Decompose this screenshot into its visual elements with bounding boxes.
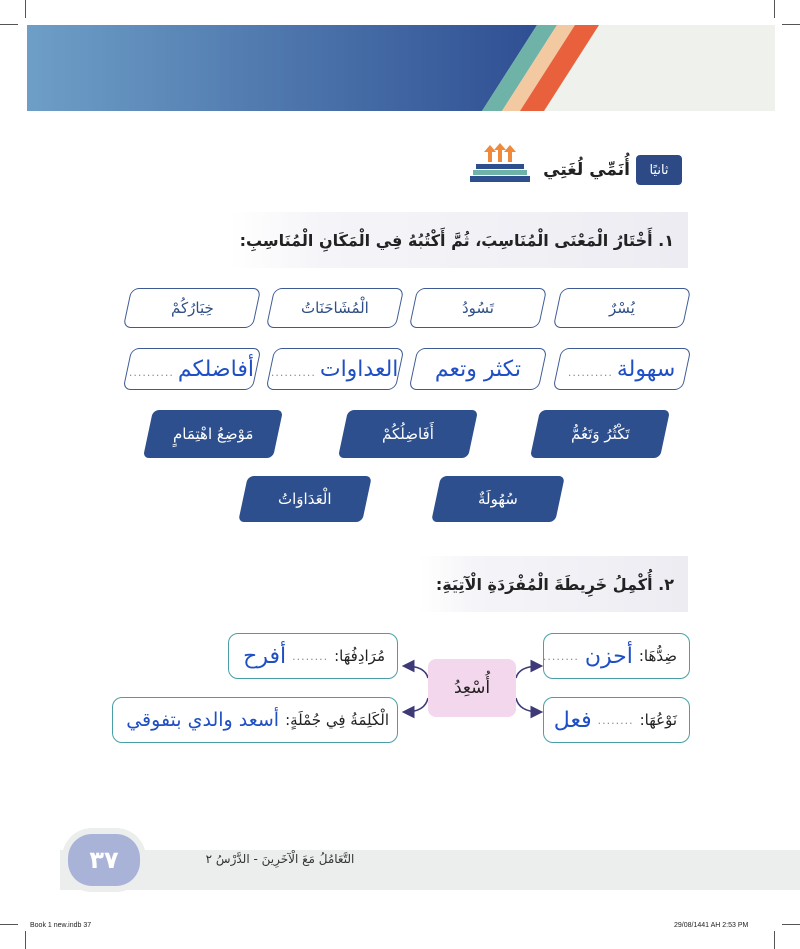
header-banner bbox=[27, 25, 775, 111]
map-synonym-box[interactable]: مُرَادِفُهَا: ........ أفرح bbox=[228, 633, 398, 679]
question-1-instruction: ١. أَخْتَارُ الْمَعْنَى الْمُنَاسِبَ، ثُمَّ أَكْتُبُهُ فِي الْمَكَانِ الْمُنَاسِبِ: bbox=[230, 212, 688, 268]
map-center-word: أُسْعِدُ bbox=[428, 659, 516, 717]
footer-band bbox=[60, 850, 800, 890]
map-type-box[interactable]: نَوْعُهَا: ........ فعل bbox=[543, 697, 690, 743]
word-box-3: الْمُشَاحَنَاتُ bbox=[266, 288, 405, 328]
answer-box-2[interactable]: تكثر وتعم bbox=[409, 348, 548, 390]
option-chip-5[interactable]: الْعَدَاوَاتُ bbox=[238, 476, 372, 522]
section-badge: ثانيًا bbox=[636, 155, 682, 185]
answer-box-1[interactable]: سهولة .......... bbox=[553, 348, 692, 390]
date-slug: 29/08/1441 AH 2:53 PM bbox=[674, 922, 749, 929]
map-sentence-box[interactable]: الْكَلِمَةُ فِي جُمْلَةٍ: أسعد والدي بتفوقي bbox=[112, 697, 398, 743]
map-antonym-box[interactable]: ضِدُّهَا: أحزن ........ bbox=[543, 633, 690, 679]
option-chip-2[interactable]: أَفَاضِلُكُمْ bbox=[338, 410, 478, 458]
question-2-instruction: ٢. أُكْمِلُ خَرِيطَةَ الْمُفْرَدَةِ الْآتِيَةِ: bbox=[420, 556, 688, 612]
file-slug: Book 1 new.indb 37 bbox=[30, 922, 92, 929]
option-chip-4[interactable]: سُهُولَةٌ bbox=[431, 476, 565, 522]
section-title: أُنَمِّي لُغَتِي bbox=[543, 160, 630, 180]
word-box-2: تَسُودُ bbox=[409, 288, 548, 328]
option-chip-3[interactable]: مَوْضِعُ اهْتِمَامٍ bbox=[143, 410, 283, 458]
lesson-footer: التَّعَامُلُ مَعَ الْآخَرِينَ - الدَّرْسُ ٢ bbox=[205, 852, 355, 866]
option-chip-1[interactable]: تَكْثُرُ وَتَعُمُّ bbox=[530, 410, 670, 458]
page-number: ٣٧ bbox=[68, 834, 140, 886]
answer-box-4[interactable]: أفاضلكم .......... bbox=[123, 348, 262, 390]
word-box-4: خِيَارُكُمْ bbox=[123, 288, 262, 328]
word-box-1: يُسْرٌ bbox=[553, 288, 692, 328]
answer-box-3[interactable]: العداوات .......... bbox=[266, 348, 405, 390]
